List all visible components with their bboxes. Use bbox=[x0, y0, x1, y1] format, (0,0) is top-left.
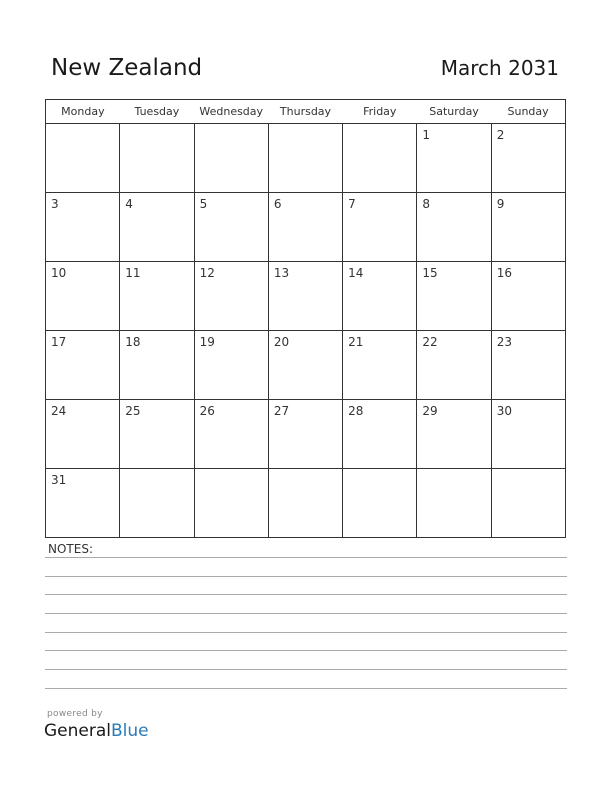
day-cell: 14 bbox=[343, 262, 417, 331]
weekday-header: Thursday bbox=[268, 100, 342, 124]
note-line bbox=[45, 650, 567, 651]
day-cell: 24 bbox=[46, 400, 120, 469]
day-cell: 6 bbox=[268, 193, 342, 262]
weekday-header: Wednesday bbox=[194, 100, 268, 124]
day-cell: 8 bbox=[417, 193, 491, 262]
day-cell bbox=[491, 469, 565, 538]
note-line bbox=[45, 688, 567, 689]
week-row bbox=[46, 331, 566, 400]
calendar-grid bbox=[45, 99, 566, 538]
day-cell: 22 bbox=[417, 331, 491, 400]
weekday-header-row bbox=[46, 100, 566, 124]
day-cell: 27 bbox=[268, 400, 342, 469]
day-cell: 15 bbox=[417, 262, 491, 331]
day-cell: 3 bbox=[46, 193, 120, 262]
note-line bbox=[45, 557, 567, 558]
day-cell: 10 bbox=[46, 262, 120, 331]
day-cell: 20 bbox=[268, 331, 342, 400]
day-cell: 17 bbox=[46, 331, 120, 400]
day-cell: 11 bbox=[120, 262, 194, 331]
weekday-header: Friday bbox=[343, 100, 417, 124]
brand-general: General bbox=[44, 721, 111, 741]
day-cell bbox=[343, 124, 417, 193]
note-line bbox=[45, 669, 567, 670]
day-cell bbox=[194, 124, 268, 193]
note-line bbox=[45, 594, 567, 595]
day-cell bbox=[120, 124, 194, 193]
day-cell bbox=[343, 469, 417, 538]
day-cell: 29 bbox=[417, 400, 491, 469]
week-row bbox=[46, 262, 566, 331]
day-cell: 9 bbox=[491, 193, 565, 262]
week-row bbox=[46, 469, 566, 538]
brand-logo[interactable] bbox=[44, 721, 149, 741]
note-line bbox=[45, 613, 567, 614]
day-cell bbox=[194, 469, 268, 538]
week-row bbox=[46, 193, 566, 262]
note-line bbox=[45, 576, 567, 577]
brand-blue: Blue bbox=[111, 721, 149, 741]
day-cell: 13 bbox=[268, 262, 342, 331]
day-cell bbox=[46, 124, 120, 193]
weekday-header: Sunday bbox=[491, 100, 565, 124]
weekday-header: Tuesday bbox=[120, 100, 194, 124]
notes-label: NOTES: bbox=[48, 542, 93, 556]
day-cell: 21 bbox=[343, 331, 417, 400]
day-cell: 28 bbox=[343, 400, 417, 469]
weekday-header: Saturday bbox=[417, 100, 491, 124]
day-cell: 25 bbox=[120, 400, 194, 469]
day-cell: 12 bbox=[194, 262, 268, 331]
day-cell: 1 bbox=[417, 124, 491, 193]
day-cell: 16 bbox=[491, 262, 565, 331]
day-cell: 31 bbox=[46, 469, 120, 538]
week-row bbox=[46, 400, 566, 469]
day-cell: 2 bbox=[491, 124, 565, 193]
day-cell: 23 bbox=[491, 331, 565, 400]
note-line bbox=[45, 632, 567, 633]
day-cell: 5 bbox=[194, 193, 268, 262]
month-title: March 2031 bbox=[440, 56, 559, 80]
day-cell: 26 bbox=[194, 400, 268, 469]
day-cell: 19 bbox=[194, 331, 268, 400]
powered-by-text: powered by bbox=[47, 709, 103, 719]
day-cell: 30 bbox=[491, 400, 565, 469]
day-cell bbox=[417, 469, 491, 538]
country-title: New Zealand bbox=[51, 55, 203, 81]
day-cell bbox=[268, 124, 342, 193]
day-cell: 7 bbox=[343, 193, 417, 262]
day-cell bbox=[268, 469, 342, 538]
day-cell: 18 bbox=[120, 331, 194, 400]
day-cell bbox=[120, 469, 194, 538]
day-cell: 4 bbox=[120, 193, 194, 262]
week-row bbox=[46, 124, 566, 193]
weekday-header: Monday bbox=[46, 100, 120, 124]
